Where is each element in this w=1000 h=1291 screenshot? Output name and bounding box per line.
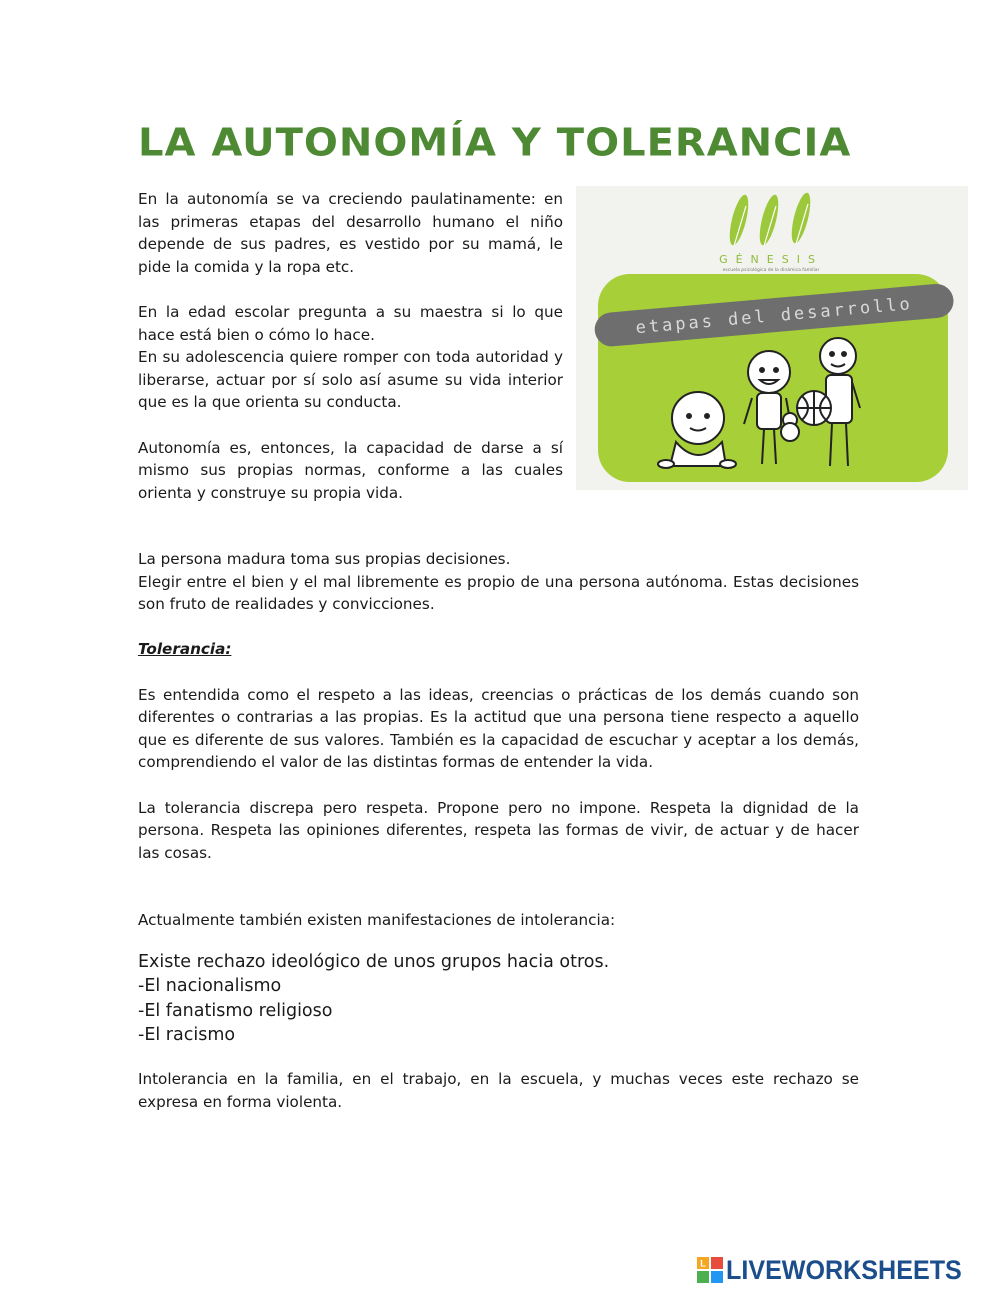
page-title: LA AUTONOMÍA Y TOLERANCIA — [138, 121, 852, 165]
body-paragraph-1: La persona madura toma sus propias decisiones. — [138, 550, 511, 568]
body-paragraph-6: Intolerancia en la familia, en el trabajo, en la escuela, y muchas veces este rechazo se expresa en forma violenta. — [138, 1069, 859, 1111]
tolerancia-heading: Tolerancia: — [138, 640, 232, 659]
list-item: Existe rechazo ideológico de unos grupos hacia otros. — [138, 951, 610, 972]
main-content — [138, 548, 859, 1113]
body-paragraph-4: La tolerancia discrepa pero respeta. Propone pero no impone. Respeta la dignidad de la persona. Respeta las opiniones diferentes, respeta las formas de vivir, de actuar y de hacer las cosas. — [138, 798, 859, 862]
liveworksheets-watermark — [697, 1255, 997, 1285]
svg-text:L: L — [700, 1258, 706, 1269]
intro-paragraph-2: En la edad escolar pregunta a su maestra si lo que hace está bien o cómo lo hace. — [138, 302, 563, 344]
banner-text: etapas del desarrollo — [634, 294, 914, 339]
list-item: -El fanatismo religioso — [138, 1000, 333, 1021]
intro-paragraph-3: En su adolescencia quiere romper con toda autoridad y liberarse, actuar por sí solo así asume su vida interior que es la que orienta su conducta. — [138, 348, 563, 412]
body-paragraph-5: Actualmente también existen manifestaciones de intolerancia: — [138, 911, 616, 930]
genesis-tagline: escuela psicológica de la dinámica familiar — [722, 268, 820, 273]
intro-paragraph-1: En la autonomía se va creciendo paulatinamente: en las primeras etapas del desarrollo humano el niño depende de sus padres, es vestido por su mamá, le pide la comida y la ropa etc. — [138, 190, 563, 276]
body-paragraph-2: Elegir entre el bien y el mal libremente es propio de una persona autónoma. Estas decisiones son fruto de realidades y convicciones. — [138, 572, 859, 614]
etapas-del-desarrollo-illustration — [576, 186, 968, 490]
genesis-brand: GÉNESIS — [719, 253, 823, 266]
list-item: -El racismo — [138, 1025, 236, 1046]
liveworksheets-text: LIVEWORKSHEETS — [726, 1255, 962, 1285]
list-item: -El nacionalismo — [138, 976, 282, 997]
intro-column — [138, 188, 563, 527]
body-paragraph-3: Es entendida como el respeto a las ideas, creencias o prácticas de los demás cuando son diferentes o contrarias a las propias. Es la actitud que una persona tiene respecto a aquello que es diferente de sus valores. También es la capacidad de escuchar y aceptar a los demás, comprendiendo el valor de las distintas formas de entender la vida. — [138, 685, 859, 772]
intro-paragraph-4: Autonomía es, entonces, la capacidad de darse a sí mismo sus propias normas, conforme a las cuales orienta y construye su propia vida. — [138, 438, 563, 502]
liveworksheets-logo-icon — [697, 1257, 723, 1283]
